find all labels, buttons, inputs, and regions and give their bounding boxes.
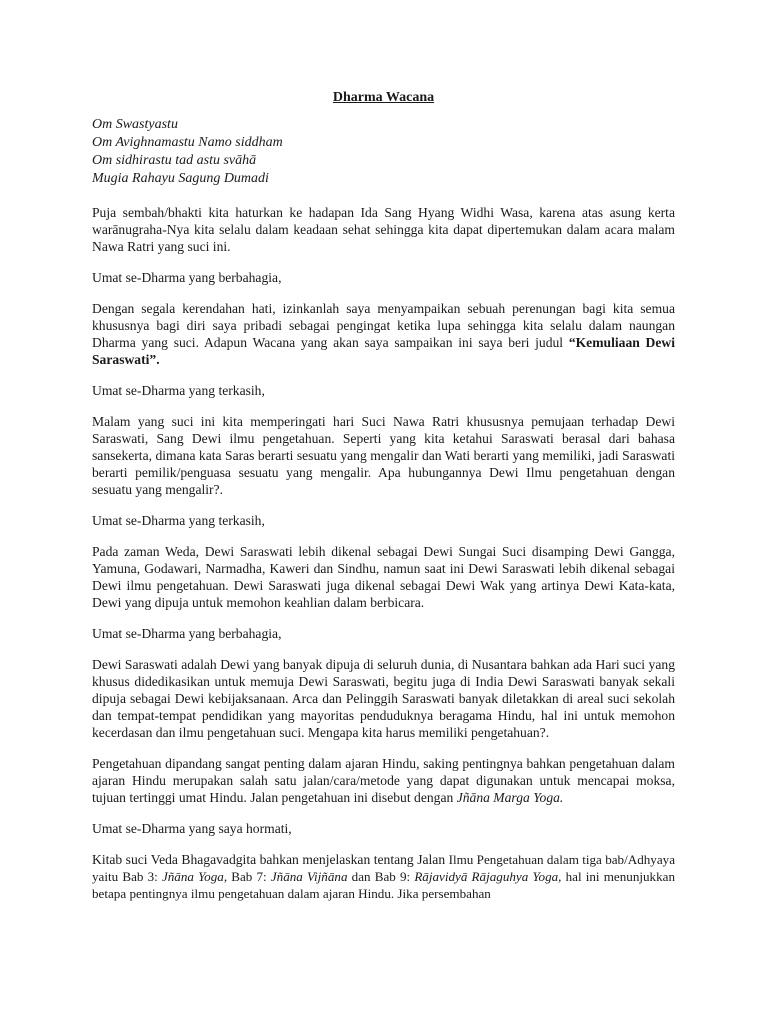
yoga-term: Jñāna Marga Yoga. xyxy=(456,790,564,805)
audience-address: Umat se-Dharma yang berbahagia, xyxy=(92,270,282,285)
paragraph-text: dan Bab 9: xyxy=(347,869,415,884)
greeting-line: Om Swastyastu xyxy=(92,117,178,132)
paragraph-text: Bab 7: xyxy=(227,869,271,884)
paragraph-opening: Puja sembah/bhakti kita haturkan ke hadapan Ida Sang Hyang Widhi Wasa, karena atas asung kerta warānugraha-Nya kita selalu dalam keadaan sehat sehingga kita dapat dipertemukan dalam acara malam Nawa Ratri yang suci ini. xyxy=(92,205,675,254)
greeting-line: Om sidhirastu tad astu svāhā xyxy=(92,153,257,168)
paragraph-text: Ilmu Pengetahuan dalam tiga bab/Adhyaya yaitu Bab 3: xyxy=(92,852,675,884)
chapter-term: Jñāna Yoga, xyxy=(161,869,228,884)
greeting-line: Om Avighnamastu Namo siddham xyxy=(92,135,283,150)
audience-address: Umat se-Dharma yang berbahagia, xyxy=(92,626,282,641)
paragraph-text: hal ini menunjukkan betapa pentingnya ilmu pengetahuan dalam ajaran Hindu. Jika persembahan xyxy=(92,869,675,901)
chapter-term: Jñāna Vijñāna xyxy=(270,869,348,884)
paragraph-weda: Pada zaman Weda, Dewi Saraswati lebih dikenal sebagai Dewi Sungai Suci disamping Dewi Gangga, Yamuna, Godawari, Narmadha, Kaweri dan Sindhu, namun saat ini Dewi Saraswati lebih dikenal sebagai Dewi ilmu pengetahuan. Dewi Saraswati juga dikenal sebagai Dewi Wak yang artinya Dewi Kata-kata, Dewi yang dipuja untuk memohon keahlian dalam berbicara. xyxy=(92,544,675,610)
paragraph-worship: Dewi Saraswati adalah Dewi yang banyak dipuja di seluruh dunia, di Nusantara bahkan ada Hari suci yang khusus didedikasikan untuk memuja Dewi Saraswati, begitu juga di India Dewi Saraswati banyak sekali dipuja sebagai Dewi kebijaksanaan. Arca dan Pelinggih Saraswati banyak diletakkan di areal suci sekolah dan tempat-tempat pendidikan yang mayoritas penduduknya beragama Hindu, hal ini untuk memohon kecerdasan dan ilmu pengetahuan suci. Mengapa kita harus memiliki pengetahuan?. xyxy=(92,657,675,740)
greeting-line: Mugia Rahayu Sagung Dumadi xyxy=(92,171,269,186)
paragraph-bhagavadgita xyxy=(92,851,675,902)
document-title: Dharma Wacana xyxy=(332,90,435,105)
audience-address: Umat se-Dharma yang terkasih, xyxy=(92,513,265,528)
paragraph-text: Dengan segala kerendahan hati, izinkanlah saya menyampaikan sebuah perenungan bagi kita semua khususnya bagi diri saya pribadi sebagai pengingat ketika lupa sehingga kita selalu dalam naungan Dharma yang suci. Adapun Wacana yang akan saya sampaikan ini saya beri judul xyxy=(92,301,675,350)
paragraph-nawa-ratri: Malam yang suci ini kita memperingati hari Suci Nawa Ratri khususnya pemujaan terhadap Dewi Saraswati, Sang Dewi ilmu pengetahuan. Seperti yang kita ketahui Saraswati berasal dari bahasa sansekerta, dimana kata Saras berarti sesuatu yang mengalir dan Wati berarti yang memiliki, jadi Saraswati berarti pemilik/penguasa sesuatu yang mengalir. Apa hubungannya Dewi Ilmu pengetahuan dengan sesuatu yang mengalir?. xyxy=(92,414,675,497)
paragraph-intro xyxy=(92,300,675,368)
opening-greetings xyxy=(92,116,675,188)
sermon-title: “Kemuliaan Dewi Saraswati”. xyxy=(92,335,675,367)
paragraph-text: Pengetahuan dipandang sangat penting dalam ajaran Hindu, saking pentingnya bahkan pengetahuan dalam ajaran Hindu merupakan salah satu jalan/cara/metode yang dapat digunakan untuk mencapai moksa, tujuan tertinggi umat Hindu. Jalan pengetahuan ini disebut dengan xyxy=(92,756,675,805)
chapter-term: Rājavidyā Rājaguhya Yoga, xyxy=(414,869,562,884)
audience-address: Umat se-Dharma yang saya hormati, xyxy=(92,821,292,836)
paragraph-text: Kitab suci Veda Bhagavadgita bahkan menjelaskan tentang Jalan xyxy=(92,852,449,867)
paragraph-knowledge xyxy=(92,755,675,806)
audience-address: Umat se-Dharma yang terkasih, xyxy=(92,383,265,398)
